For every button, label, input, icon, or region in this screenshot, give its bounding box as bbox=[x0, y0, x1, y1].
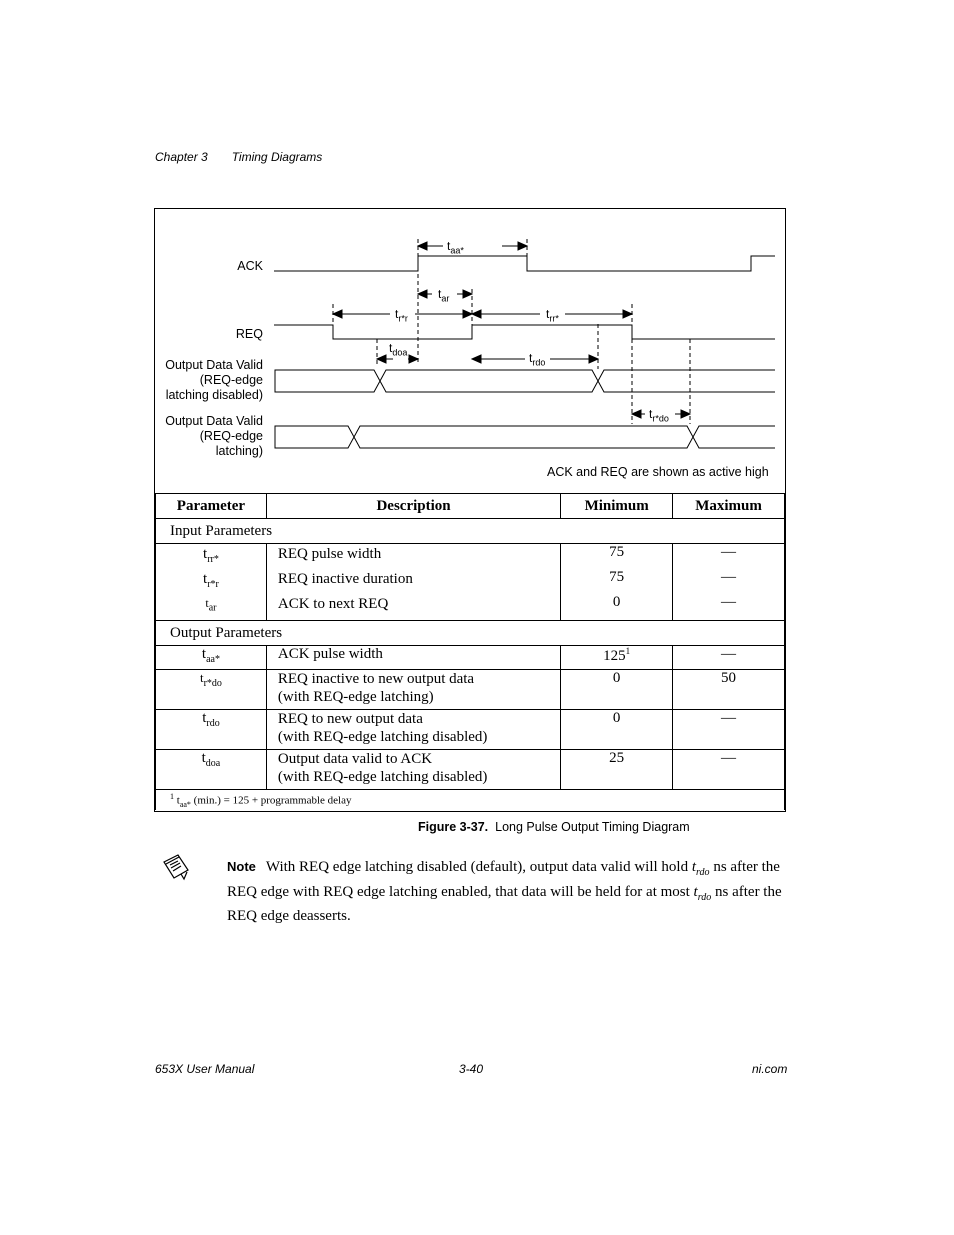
param-symbol: $t_{doa}$ bbox=[156, 750, 267, 790]
odv-disabled-waveform bbox=[275, 370, 775, 392]
trr-star-label: $t_{r*r}$ bbox=[395, 307, 408, 324]
req-label: REQ bbox=[235, 327, 263, 341]
trr-label: $t_{rr*}$ bbox=[546, 307, 559, 324]
active-high-note: ACK and REQ are shown as active high bbox=[547, 465, 769, 479]
footer-website: ni.com bbox=[752, 1062, 788, 1076]
output-section-row bbox=[156, 621, 785, 646]
table-row bbox=[156, 710, 785, 750]
page-header bbox=[155, 150, 322, 164]
param-minimum: 25 bbox=[561, 750, 673, 790]
odv-latching-line2: (REQ-edge bbox=[199, 429, 263, 443]
param-symbol: $t_{r*do}$ bbox=[156, 670, 267, 710]
timing-parameters-table bbox=[155, 493, 785, 810]
trdo-label: $t_{rdo}$ bbox=[529, 351, 546, 368]
note-icon bbox=[161, 852, 191, 882]
header-parameter: Parameter bbox=[156, 494, 267, 519]
param-minimum: 0 bbox=[561, 670, 673, 710]
section-title: Timing Diagrams bbox=[231, 150, 323, 164]
odv-disabled-line3: latching disabled) bbox=[165, 388, 263, 402]
param-maximum: — bbox=[673, 710, 785, 750]
figure-title: Long Pulse Output Timing Diagram bbox=[495, 820, 690, 834]
output-section-label: Output Parameters bbox=[156, 621, 785, 646]
param-description: REQ pulse width REQ inactive duration ACK to next REQ bbox=[266, 544, 560, 621]
req-waveform bbox=[274, 325, 775, 339]
table-footnote: $^1$ $t_{aa*}$ (min.) = 125 + programmable delay bbox=[156, 790, 785, 811]
header-maximum: Maximum bbox=[673, 494, 785, 519]
table-row bbox=[156, 750, 785, 790]
param-maximum: — bbox=[673, 750, 785, 790]
figure-number: Figure 3-37. bbox=[418, 820, 489, 834]
reference-lines bbox=[333, 239, 690, 424]
chapter-label: Chapter 3 bbox=[155, 150, 208, 164]
param-description: ACK pulse width bbox=[266, 646, 560, 670]
timing-diagram bbox=[155, 209, 785, 494]
header-description: Description bbox=[266, 494, 560, 519]
param-description: Output data valid to ACK (with REQ-edge latching disabled) bbox=[266, 750, 560, 790]
odv-disabled-label bbox=[165, 358, 263, 403]
header-minimum: Minimum bbox=[561, 494, 673, 519]
param-minimum: $125^1$ bbox=[561, 646, 673, 670]
param-symbol: $t_{aa*}$ bbox=[156, 646, 267, 670]
ack-label: ACK bbox=[237, 259, 263, 273]
figure-box bbox=[154, 208, 786, 812]
param-symbol: $t_{rr*}$ $t_{r*r}$ $t_{ar}$ bbox=[156, 544, 267, 621]
table-row bbox=[156, 544, 785, 621]
note-paragraph: Note With REQ edge latching disabled (default), output data valid will hold $t_{rdo}$ ns after the REQ edge with REQ edge latching enabled, that data will be held for at most $t_{rdo}$ ns after the REQ edge deasserts. bbox=[227, 859, 782, 924]
param-description: REQ to new output data (with REQ-edge latching disabled) bbox=[266, 710, 560, 750]
trdo-star-label: $t_{r*do}$ bbox=[649, 407, 669, 424]
param-maximum: — — — bbox=[673, 544, 785, 621]
input-section-label: Input Parameters bbox=[156, 519, 785, 544]
table-row bbox=[156, 670, 785, 710]
param-maximum: — bbox=[673, 646, 785, 670]
odv-latching-waveform bbox=[275, 426, 775, 448]
param-minimum: 0 bbox=[561, 710, 673, 750]
table-header-row bbox=[156, 494, 785, 519]
tar-label: $t_{ar}$ bbox=[438, 287, 450, 304]
param-description: REQ inactive to new output data (with REQ-edge latching) bbox=[266, 670, 560, 710]
note-label: Note bbox=[227, 859, 256, 874]
odv-latching-line1: Output Data Valid bbox=[165, 414, 263, 428]
param-minimum: 75 75 0 bbox=[561, 544, 673, 621]
taa-label: $t_{aa*}$ bbox=[447, 239, 464, 256]
tdoa-label: $t_{doa}$ bbox=[389, 341, 408, 358]
footer-page-number: 3-40 bbox=[459, 1062, 484, 1076]
table-row bbox=[156, 646, 785, 670]
footer-manual-title: 653X User Manual bbox=[155, 1062, 255, 1076]
param-symbol: $t_{rdo}$ bbox=[156, 710, 267, 750]
figure-caption bbox=[418, 820, 690, 834]
footnote-row bbox=[156, 790, 785, 811]
odv-disabled-line1: Output Data Valid bbox=[165, 358, 263, 372]
input-section-row bbox=[156, 519, 785, 544]
odv-latching-line3: latching) bbox=[215, 444, 263, 458]
odv-latching-label bbox=[165, 414, 263, 459]
odv-disabled-line2: (REQ-edge bbox=[199, 373, 263, 387]
param-maximum: 50 bbox=[673, 670, 785, 710]
ack-waveform bbox=[274, 256, 775, 271]
